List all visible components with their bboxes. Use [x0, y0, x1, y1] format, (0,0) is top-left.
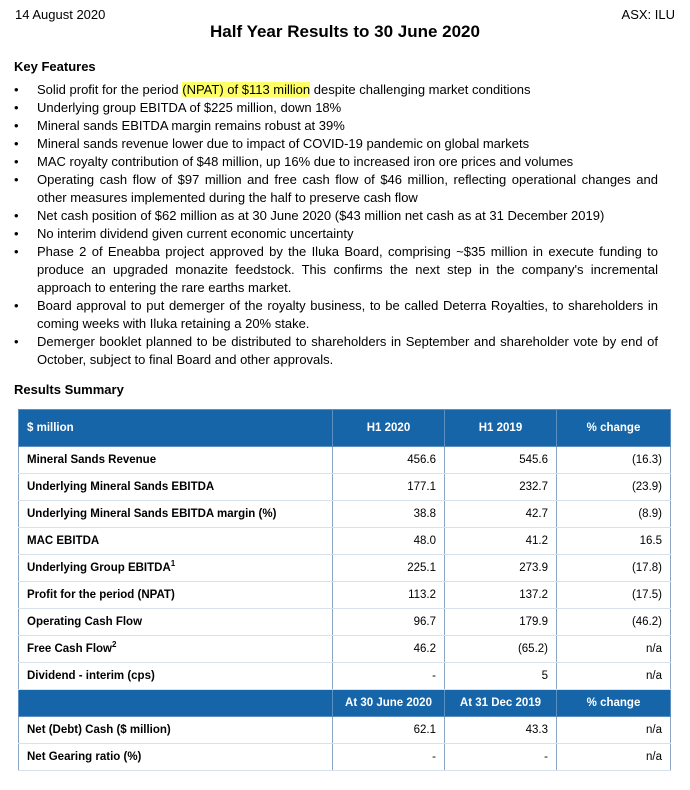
key-feature-item [14, 171, 658, 207]
subheader-blank [19, 690, 333, 717]
value-cell-v2: 5 [445, 663, 557, 690]
value-cell-v1: 46.2 [333, 636, 445, 663]
value-cell-v2: 42.7 [445, 501, 557, 528]
results-table [18, 409, 671, 771]
key-feature-item [14, 153, 658, 171]
row-label-cell [19, 663, 333, 690]
table-row [19, 717, 671, 744]
key-feature-text: Solid profit for the period [37, 82, 183, 97]
table-row [19, 555, 671, 582]
key-feature-item [14, 243, 658, 297]
col-header-at-june-2020: At 30 June 2020 [333, 690, 445, 717]
row-label: Underlying Group EBITDA [27, 562, 171, 574]
key-feature-text: Net cash position of $62 million as at 30 June 2020 ($43 million net cash as at 31 December 2019) [37, 208, 605, 223]
row-label: Underlying Mineral Sands EBITDA [27, 481, 215, 493]
key-feature-item [14, 207, 658, 225]
value-cell-v3: (46.2) [557, 609, 671, 636]
value-cell-v3: n/a [557, 744, 671, 771]
row-label-cell [19, 528, 333, 555]
row-label: Profit for the period (NPAT) [27, 589, 175, 601]
row-label-cell [19, 744, 333, 771]
value-cell-v2: 179.9 [445, 609, 557, 636]
key-feature-text: Operating cash flow of $97 million and free cash flow of $46 million, reflecting operational changes and other measures implemented during the half to preserve cash flow [37, 172, 658, 205]
value-cell-v3: n/a [557, 717, 671, 744]
row-label: Dividend - interim (cps) [27, 670, 155, 682]
value-cell-v3: n/a [557, 663, 671, 690]
value-cell-v1: 38.8 [333, 501, 445, 528]
table-row [19, 636, 671, 663]
key-feature-text-cont: despite challenging market conditions [310, 82, 531, 97]
value-cell-v1: - [333, 744, 445, 771]
table-row [19, 609, 671, 636]
key-feature-text: MAC royalty contribution of $48 million, up 16% due to increased iron ore prices and volumes [37, 154, 574, 169]
value-cell-v3: (17.8) [557, 555, 671, 582]
key-feature-item [14, 117, 658, 135]
results-summary-heading: Results Summary [14, 382, 124, 397]
row-label-cell [19, 582, 333, 609]
value-cell-v3: n/a [557, 636, 671, 663]
table-row [19, 447, 671, 474]
key-feature-text: Mineral sands EBITDA margin remains robust at 39% [37, 118, 345, 133]
table-row [19, 474, 671, 501]
key-feature-highlight: (NPAT) of $113 million [182, 82, 311, 97]
value-cell-v3: (16.3) [557, 447, 671, 474]
col-header-h1-2019: H1 2019 [445, 410, 557, 447]
results-subheader-row [19, 690, 671, 717]
col-header-at-dec-2019: At 31 Dec 2019 [445, 690, 557, 717]
value-cell-v2: 137.2 [445, 582, 557, 609]
value-cell-v3: (8.9) [557, 501, 671, 528]
table-row [19, 663, 671, 690]
table-row [19, 501, 671, 528]
value-cell-v1: 62.1 [333, 717, 445, 744]
value-cell-v2: (65.2) [445, 636, 557, 663]
col-header-label: $ million [19, 410, 333, 447]
key-feature-item [14, 81, 658, 99]
page-title: Half Year Results to 30 June 2020 [210, 22, 480, 41]
value-cell-v1: 177.1 [333, 474, 445, 501]
value-cell-v2: 232.7 [445, 474, 557, 501]
value-cell-v1: 48.0 [333, 528, 445, 555]
row-label: Mineral Sands Revenue [27, 454, 157, 466]
row-label: Net Gearing ratio (%) [27, 751, 142, 763]
report-date: 14 August 2020 [15, 7, 106, 22]
row-label: MAC EBITDA [27, 535, 100, 547]
value-cell-v1: 456.6 [333, 447, 445, 474]
value-cell-v2: 43.3 [445, 717, 557, 744]
value-cell-v1: - [333, 663, 445, 690]
value-cell-v1: 225.1 [333, 555, 445, 582]
row-label: Net (Debt) Cash ($ million) [27, 724, 171, 736]
table-row [19, 528, 671, 555]
col-header-h1-2020: H1 2020 [333, 410, 445, 447]
row-label-cell [19, 474, 333, 501]
key-feature-text: Mineral sands revenue lower due to impact of COVID-19 pandemic on global markets [37, 136, 530, 151]
row-label: Free Cash Flow [27, 643, 112, 655]
value-cell-v2: 41.2 [445, 528, 557, 555]
col-header-change-2: % change [557, 690, 671, 717]
row-label-cell [19, 636, 333, 663]
key-feature-text: Board approval to put demerger of the royalty business, to be called Deterra Royalties, to shareholders in coming weeks with Iluka retaining a 20% stake. [37, 298, 658, 331]
results-header-row [19, 410, 671, 447]
value-cell-v3: (23.9) [557, 474, 671, 501]
value-cell-v2: 273.9 [445, 555, 557, 582]
row-label: Underlying Mineral Sands EBITDA margin (%) [27, 508, 277, 520]
footnote-marker: 1 [170, 559, 176, 569]
value-cell-v2: - [445, 744, 557, 771]
value-cell-v2: 545.6 [445, 447, 557, 474]
key-feature-text: Underlying group EBITDA of $225 million, down 18% [37, 100, 342, 115]
key-feature-text: Demerger booklet planned to be distributed to shareholders in September and shareholder vote by end of October, subject to final Board and other approvals. [37, 334, 658, 367]
key-feature-item [14, 99, 658, 117]
key-feature-item [14, 333, 658, 369]
value-cell-v3: (17.5) [557, 582, 671, 609]
row-label-cell [19, 447, 333, 474]
row-label-cell [19, 717, 333, 744]
row-label-cell [19, 501, 333, 528]
footnote-marker: 2 [112, 640, 117, 650]
key-feature-text: Phase 2 of Eneabba project approved by the Iluka Board, comprising ~$35 million in execute funding to produce an upgraded monazite feedstock. This confirms the next step in the company's incremental approach to entering the rare earths market. [37, 244, 658, 295]
value-cell-v1: 96.7 [333, 609, 445, 636]
key-feature-item [14, 225, 658, 243]
ticker: ASX: ILU [621, 7, 675, 22]
row-label-cell [19, 609, 333, 636]
row-label: Operating Cash Flow [27, 616, 143, 628]
table-row [19, 582, 671, 609]
table-row [19, 744, 671, 771]
key-features-heading: Key Features [14, 59, 96, 74]
col-header-change: % change [557, 410, 671, 447]
key-feature-item [14, 135, 658, 153]
row-label-cell [19, 555, 333, 582]
key-features-list [14, 81, 658, 369]
value-cell-v1: 113.2 [333, 582, 445, 609]
value-cell-v3: 16.5 [557, 528, 671, 555]
key-feature-text: No interim dividend given current economic uncertainty [37, 226, 354, 241]
key-feature-item [14, 297, 658, 333]
